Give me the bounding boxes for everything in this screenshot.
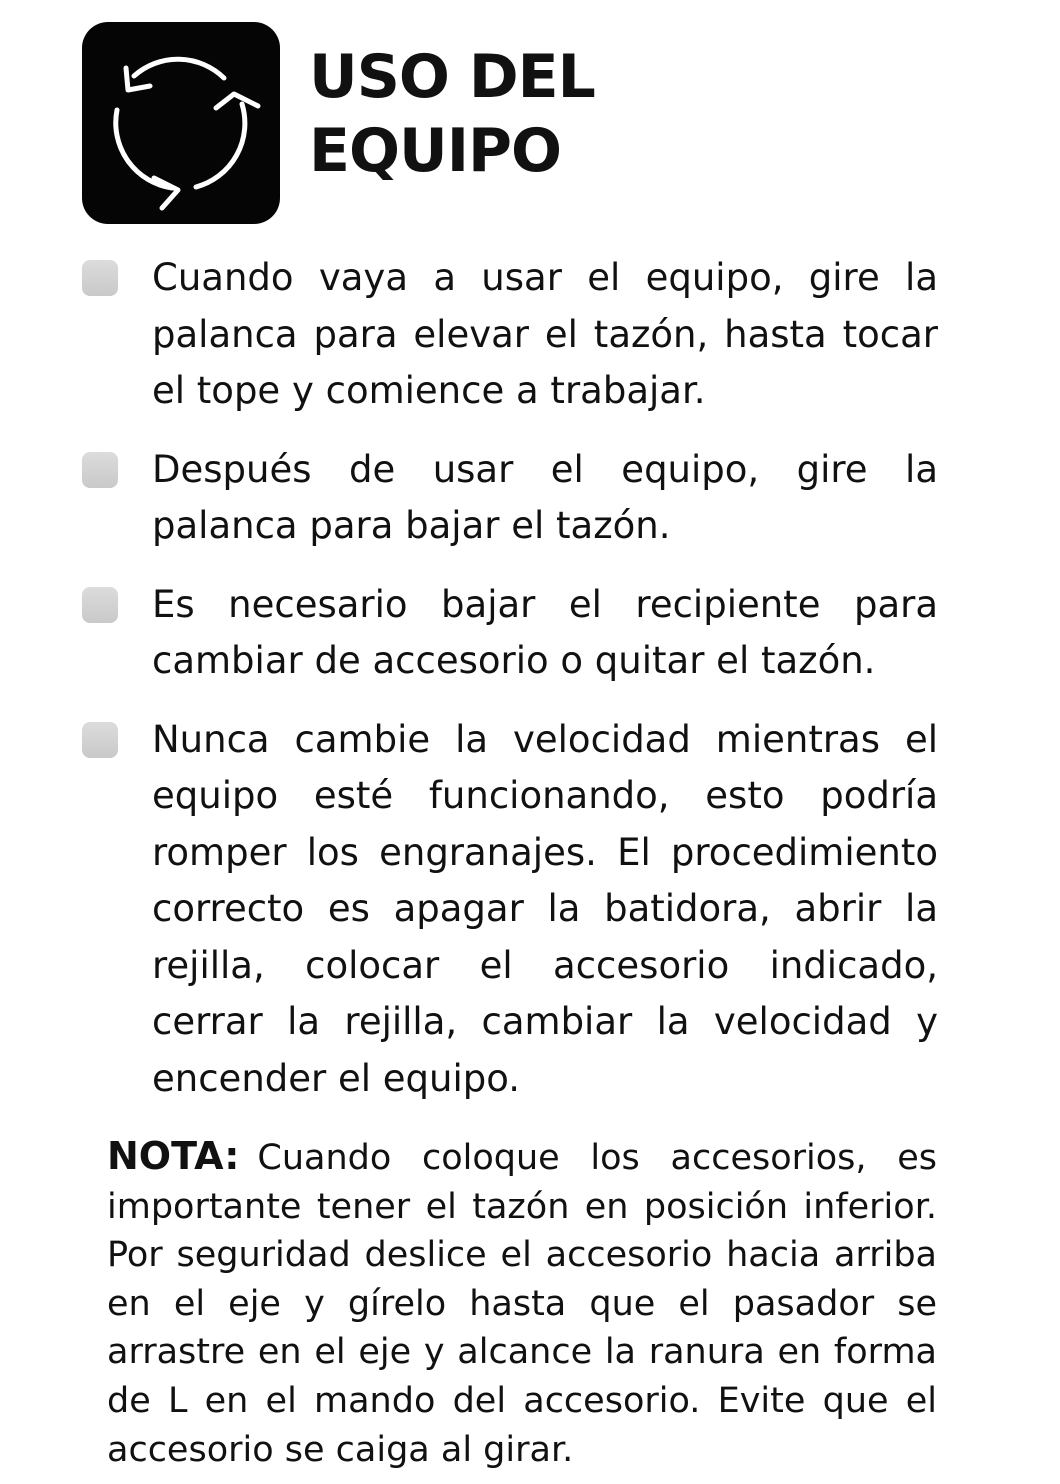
usage-icon-tile bbox=[82, 22, 280, 224]
list-item bbox=[82, 442, 938, 555]
title-line-2: EQUIPO bbox=[309, 116, 562, 186]
note-paragraph bbox=[107, 1132, 937, 1474]
bullet-square-icon bbox=[82, 587, 118, 623]
list-item-text: Después de usar el equipo, gire la palanca para bajar el tazón. bbox=[152, 447, 938, 547]
list-item bbox=[82, 712, 938, 1108]
instruction-list bbox=[82, 250, 938, 1107]
list-item bbox=[82, 250, 938, 420]
bullet-square-icon bbox=[82, 722, 118, 758]
title-line-1: USO DEL bbox=[309, 42, 595, 112]
page-title bbox=[309, 40, 595, 188]
list-item-text: Es necesario bajar el recipiente para cambiar de accesorio o quitar el tazón. bbox=[152, 582, 938, 682]
list-item-text: Cuando vaya a usar el equipo, gire la palanca para elevar el tazón, hasta tocar el tope y comience a trabajar. bbox=[152, 256, 938, 412]
bullet-square-icon bbox=[82, 452, 118, 488]
rotate-arrows-icon bbox=[82, 22, 280, 224]
note-text: Cuando coloque los accesorios, es importante tener el tazón en posición inferior. Por seguridad deslice el accesorio hacia arriba en el eje y gírelo hasta que el pasador se arrastre en el eje y alcance la ranura en forma de L en el mando del accesorio. Evite que el accesorio se caiga al girar. bbox=[107, 1138, 937, 1470]
list-item-text: Nunca cambie la velocidad mientras el equipo esté funcionando, esto podría romper los engranajes. El procedimiento correcto es apagar la batidora, abrir la rejilla, colocar el accesorio indicado, cerrar la rejilla, cambiar la velocidad y encender el equipo. bbox=[152, 717, 938, 1100]
list-item bbox=[82, 577, 938, 690]
note-label: NOTA: bbox=[107, 1134, 240, 1178]
bullet-square-icon bbox=[82, 260, 118, 296]
